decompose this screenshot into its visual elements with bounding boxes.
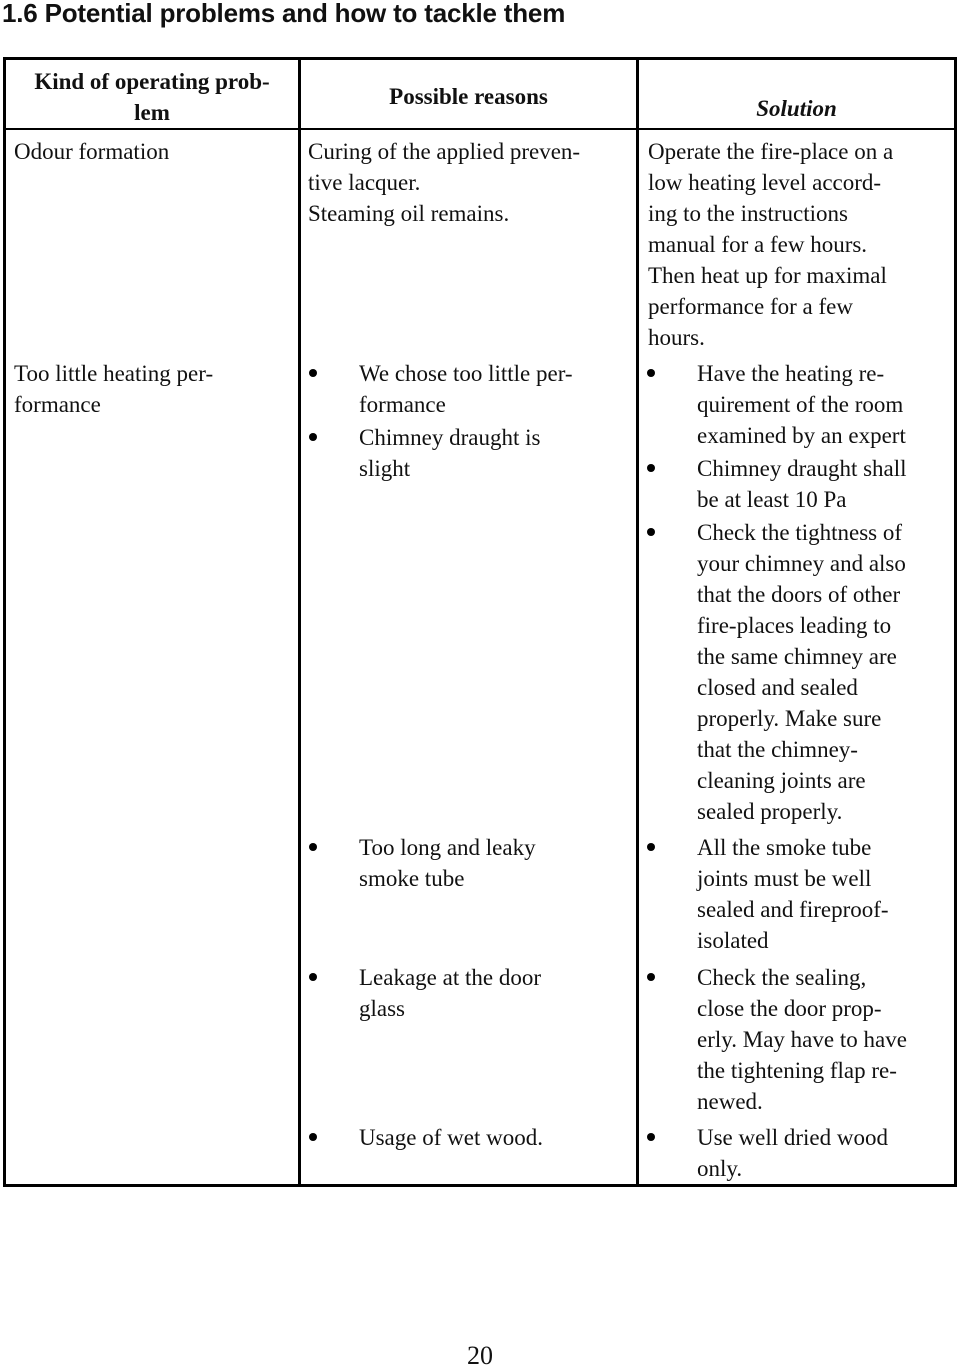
bullet-icon <box>647 464 655 472</box>
header-solution: Solution <box>756 96 837 121</box>
bullet-icon <box>309 1133 317 1141</box>
solution-operate-low-heat: Operate the fire-place on a low heating level accord- ing to the instructions manual for a few hours. Then heat up for maximal performance for a few hours. <box>648 139 894 350</box>
reason-door-glass <box>301 962 636 1024</box>
reason-curing-lacquer: Curing of the applied preven- tive lacquer. Steaming oil remains. <box>308 139 581 226</box>
bullet-icon <box>647 843 655 851</box>
list-item: Too long and leaky smoke tube <box>301 832 636 894</box>
bullet-icon <box>647 1133 655 1141</box>
list-item: Have the heating re- quirement of the room examined by an expert <box>639 358 954 451</box>
solution-door-glass <box>639 962 954 1117</box>
header-possible-reasons: Possible reasons <box>389 84 548 109</box>
header-kind-of-problem: Kind of operating prob- lem <box>34 69 270 125</box>
bullet-icon <box>647 528 655 536</box>
table-border-right <box>954 57 957 1187</box>
list-item: Use well dried wood only. <box>639 1122 954 1184</box>
list-item: Check the tightness of your chimney and also that the doors of other fire-places leading to the same chimney are closed and sealed properly. Make sure that the chimney- cleaning joints are sealed properly. <box>639 517 954 827</box>
table-border-top <box>3 57 957 60</box>
solution-wet-wood <box>639 1122 954 1184</box>
header-divider <box>3 128 957 130</box>
list-item: Leakage at the door glass <box>301 962 636 1024</box>
reason-smoke-tube <box>301 832 636 894</box>
solution-smoke-tube <box>639 832 954 956</box>
bullet-icon <box>309 973 317 981</box>
table-border-bottom <box>3 1184 957 1187</box>
page-number: 20 <box>467 1341 493 1370</box>
reason-wet-wood <box>301 1122 636 1153</box>
list-item: Check the sealing, close the door prop- erly. May have to have the tightening flap re- newed. <box>639 962 954 1117</box>
reasons-heating-list <box>301 358 636 484</box>
list-item: We chose too little per- formance <box>301 358 636 420</box>
solutions-heating-list <box>639 358 954 827</box>
bullet-icon <box>309 433 317 441</box>
problem-too-little-heating: Too little heating per- formance <box>14 361 214 417</box>
page-title: 1.6 Potential problems and how to tackle them <box>2 0 566 28</box>
problem-odour-formation: Odour formation <box>14 139 170 164</box>
table-border-left <box>3 57 6 1187</box>
bullet-icon <box>309 843 317 851</box>
list-item: Chimney draught shall be at least 10 Pa <box>639 453 954 515</box>
bullet-icon <box>647 973 655 981</box>
list-item: Usage of wet wood. <box>301 1122 636 1153</box>
bullet-icon <box>647 369 655 377</box>
list-item: Chimney draught is slight <box>301 422 636 484</box>
bullet-icon <box>309 369 317 377</box>
list-item: All the smoke tube joints must be well sealed and fireproof- isolated <box>639 832 954 956</box>
